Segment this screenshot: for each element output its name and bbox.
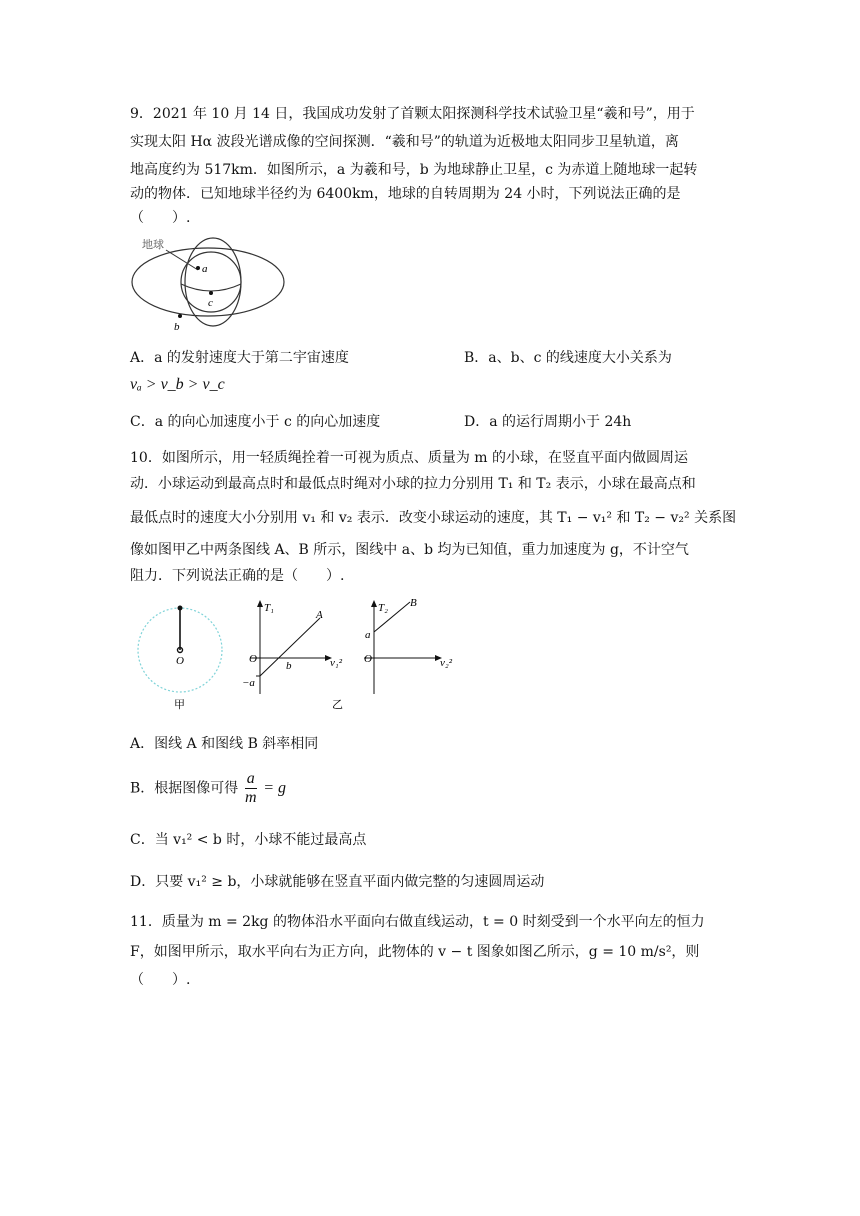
graphB-B-label: B xyxy=(410,597,417,609)
q9-line-3: 地高度约为 517km．如图所示，a 为羲和号，b 为地球静止卫星，c 为赤道上随地球一起转 xyxy=(130,162,698,178)
fraction-denominator: m xyxy=(244,789,257,806)
q10-option-b-text: B．根据图像可得 xyxy=(130,780,239,797)
graphA-b-label: b xyxy=(286,660,292,672)
q11-line-3: （ ）. xyxy=(130,972,191,988)
graphB-y-arrow xyxy=(371,600,377,607)
q9-line-5: （ ）. xyxy=(130,210,191,226)
label-c: c xyxy=(208,297,213,309)
graphA-minus-a-label: −a xyxy=(242,677,255,689)
fig-yi-label: 乙 xyxy=(332,699,343,711)
q9-line-2: 实现太阳 Hα 波段光谱成像的空间探测．“羲和号”的轨道为近极地太阳同步卫星轨道，离 xyxy=(130,134,679,150)
q10-option-a: A．图线 A 和图线 B 斜率相同 xyxy=(130,736,319,752)
q10-option-d: D．只要 v₁² ≥ b，小球就能够在竖直平面内做完整的匀速圆周运动 xyxy=(130,874,545,890)
q10-option-b xyxy=(130,770,286,807)
q10-option-b-fraction xyxy=(245,770,257,807)
earth-label: 地球 xyxy=(142,239,164,251)
q10-line-4: 像如图甲乙中两条图线 A、B 所示，图线中 a、b 均为已知值，重力加速度为 g，不计空气 xyxy=(130,542,689,558)
q9-option-b-formula: vₐ > v_b > v_c xyxy=(130,376,225,393)
q11-line-2: F，如图甲所示，取水平向右为正方向，此物体的 v − t 图象如图乙所示，g = 10 m/s²，则 xyxy=(130,944,700,960)
q9-line-4: 动的物体．已知地球半径约为 6400km，地球的自转周期为 24 小时，下列说法正确的是 xyxy=(130,186,681,202)
q10-option-c: C．当 v₁² < b 时，小球不能过最高点 xyxy=(130,832,367,848)
label-a: a xyxy=(202,263,208,275)
fig-jia-label: 甲 xyxy=(174,699,185,711)
point-c xyxy=(209,291,213,295)
graphA-x-label: v₁² xyxy=(330,657,343,669)
label-b: b xyxy=(174,321,180,333)
q10-line-2: 动．小球运动到最高点时和最低点时绳对小球的拉力分别用 T₁ 和 T₂ 表示，小球在最高点和 xyxy=(130,476,696,492)
graphB-O-label: O xyxy=(364,653,372,665)
ball xyxy=(178,606,183,611)
q9-line-1: 9．2021 年 10 月 14 日，我国成功发射了首颗太阳探测科学技术试验卫星“羲和号”，用于 xyxy=(130,106,695,122)
graphA-T1-label: T₁ xyxy=(264,602,274,614)
point-a xyxy=(196,266,200,270)
point-b xyxy=(178,314,182,318)
q9-option-b: B．a、b、c 的线速度大小关系为 xyxy=(464,350,672,366)
earth-label-leader xyxy=(166,250,198,270)
orbit-figure xyxy=(128,232,294,336)
graphA-y-arrow xyxy=(257,600,263,607)
q11-line-1: 11．质量为 m = 2kg 的物体沿水平面向右做直线运动，t = 0 时刻受到一个水平向左的恒力 xyxy=(130,914,705,930)
graphB-x-label: v₂² xyxy=(440,657,453,669)
graphB-a-label: a xyxy=(365,629,371,641)
q9-option-a: A．a 的发射速度大于第二宇宙速度 xyxy=(130,350,349,366)
q9-option-c: C．a 的向心加速度小于 c 的向心加速度 xyxy=(130,414,381,430)
graphB-T2-label: T₂ xyxy=(378,602,388,614)
center-label: O xyxy=(176,655,184,667)
q10-line-1: 10．如图所示，用一轻质绳拴着一可视为质点、质量为 m 的小球，在竖直平面内做圆周运 xyxy=(130,450,688,466)
equator-line xyxy=(181,284,241,291)
circular-motion-figure xyxy=(132,596,462,716)
polar-orbit xyxy=(185,238,241,326)
q9-option-d: D．a 的运行周期小于 24h xyxy=(464,414,632,430)
graphA-O-label: O xyxy=(249,653,257,665)
q10-option-b-equals: = g xyxy=(263,779,286,797)
q10-line-5: 阻力．下列说法正确的是（ ）. xyxy=(130,568,345,584)
fraction-numerator: a xyxy=(246,770,255,787)
q10-line-3: 最低点时的速度大小分别用 v₁ 和 v₂ 表示．改变小球运动的速度，其 T₁ − v₁² 和 T₂ − v₂² 关系图 xyxy=(130,510,737,526)
graphA-A-label: A xyxy=(316,609,323,621)
